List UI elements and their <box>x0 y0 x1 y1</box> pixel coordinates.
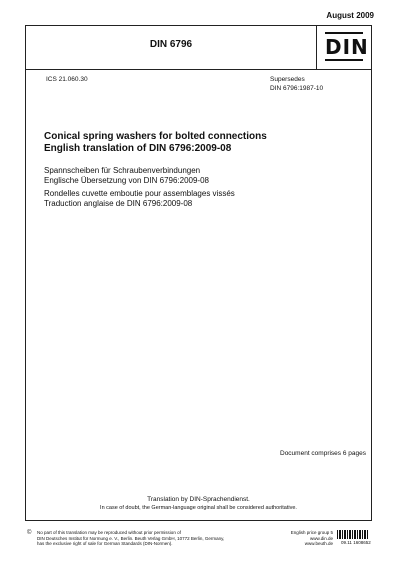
ics-code: ICS 21.060.30 <box>46 76 88 83</box>
copyright-line3: has the exclusive right of sale for German Standards (DIN-Normen). <box>37 541 173 547</box>
supersedes-value: DIN 6796:1987-10 <box>270 85 324 92</box>
header-row <box>26 26 371 70</box>
supersedes-block <box>270 75 323 93</box>
din-url[interactable]: www.din.de <box>309 535 333 541</box>
title-german-line1: Spannscheiben für Schraubenverbindungen <box>44 166 201 175</box>
footer-codes <box>341 540 371 545</box>
copyright-text <box>37 530 267 547</box>
standard-number: DIN 6796 <box>149 39 193 50</box>
copyright-line1: No part of this translation may be reproduced without prior permission of <box>37 530 181 535</box>
footer <box>25 530 372 556</box>
translation-note <box>26 495 371 513</box>
copyright-icon: © <box>27 530 32 536</box>
title-german <box>44 166 209 186</box>
logo-top-bar <box>325 32 363 34</box>
title-french-line1: Rondelles cuvette emboutie pour assemblages vissés <box>44 189 235 198</box>
copyright-line2: DIN Deutsches Institut für Normung e. V., Berlin. Beuth Verlag GmbH, 10772 Berlin, Germany, <box>37 535 225 541</box>
title-english-line1: Conical spring washers for bolted connections <box>44 131 267 142</box>
barcode-icon <box>337 530 369 539</box>
title-english <box>44 131 267 155</box>
beuth-url[interactable]: www.beuth.de <box>304 541 333 547</box>
price-group: English price group 5 <box>290 530 333 535</box>
logo-cell <box>316 26 372 69</box>
title-french <box>44 189 235 209</box>
document-pages-note: Document comprises 6 pages <box>280 450 366 457</box>
logo-bottom-bar <box>325 59 363 61</box>
footer-code-number: 1608652 <box>353 540 371 545</box>
footer-code-date: 09.11 <box>341 540 352 545</box>
title-french-line2: Traduction anglaise de DIN 6796:2009-08 <box>44 199 193 208</box>
footer-price-links <box>273 530 333 547</box>
din-logo: DIN <box>325 35 369 59</box>
translation-authority-note: In case of doubt, the German-language original shall be considered authoritative. <box>100 505 297 511</box>
title-english-line2: English translation of DIN 6796:2009-08 <box>44 143 232 154</box>
title-page-frame <box>25 25 372 521</box>
publication-date: August 2009 <box>326 11 374 20</box>
translation-credit: Translation by DIN-Sprachendienst. <box>147 496 250 503</box>
title-german-line2: Englische Übersetzung von DIN 6796:2009-08 <box>44 176 209 185</box>
supersedes-label: Supersedes <box>270 76 305 83</box>
